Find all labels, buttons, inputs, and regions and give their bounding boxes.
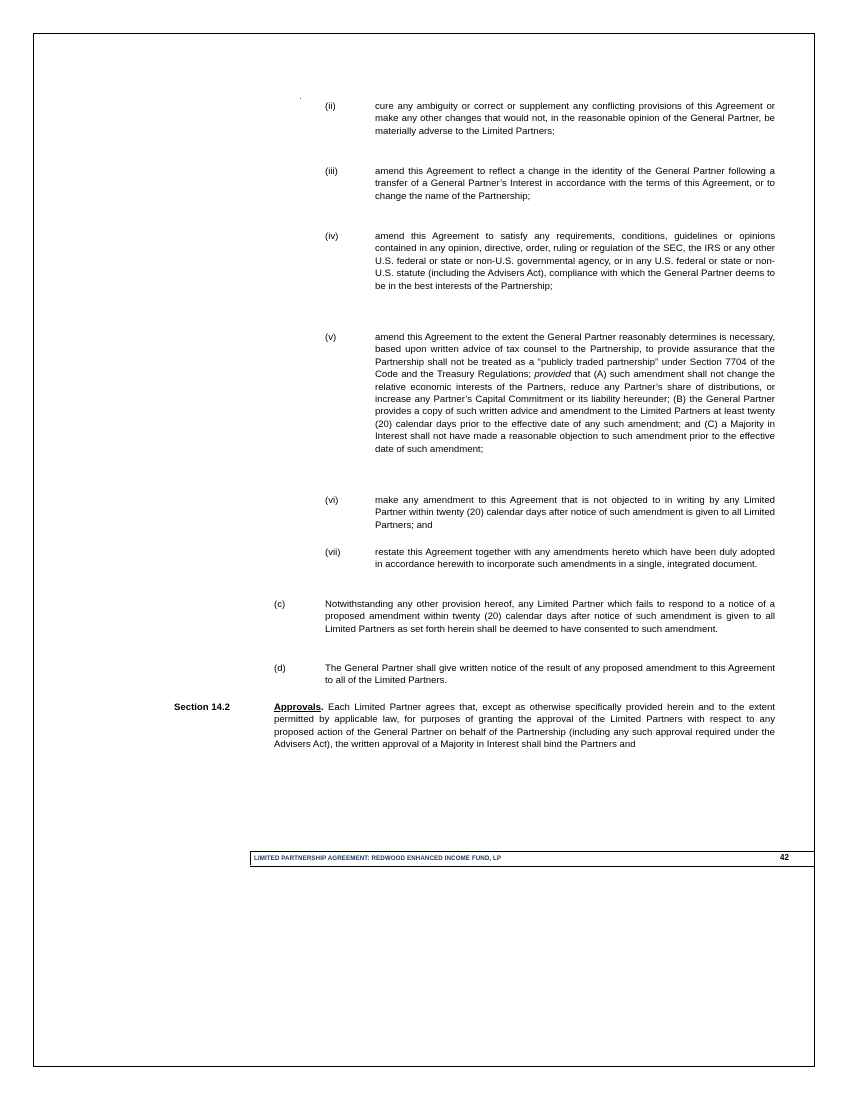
section-number: Section 14.2 [174,702,230,713]
item-label-vii: (vii) [325,547,341,558]
section-heading: Approvals [274,702,321,713]
subsection-label-d: (d) [274,663,286,674]
section-body [274,702,775,752]
item-label-iv: (iv) [325,231,339,242]
section-text: Each Limited Partner agrees that, except as otherwise specifically provided herein and to the extent permitted by applicable law, for purposes of granting the approval of the Limited Partners with respect to any proposed action of the General Partner on behalf of the Partnership (including any such approval required under the Advisers Act), the written approval of a Majority in Interest shall bind the Partners and [274,702,775,751]
item-text-v-proviso: provided [534,369,572,381]
footer-top-rule [250,851,815,852]
item-text-iii: amend this Agreement to reflect a change in the identity of the General Partner following a transfer of a General Partner’s Interest in accordance with the terms of this Agreement, or to change the name of the Partnership; [375,166,775,202]
subsection-text-d: The General Partner shall give written notice of the result of any proposed amendment to this Agreement to all of the Limited Partners. [325,663,775,687]
footer-bottom-rule [250,866,815,867]
item-text-vi: make any amendment to this Agreement that is not objected to in writing by any Limited Partner within twenty (20) calendar days after notice of such amendment is given to all Limited Partners; and [375,495,775,531]
stray-mark [300,98,301,99]
item-text-ii: cure any ambiguity or correct or supplement any conflicting provisions of this Agreement or make any other changes that would not, in the reasonable opinion of the General Partner, be materially adverse to the Limited Partners; [375,101,775,137]
item-text-iv: amend this Agreement to satisfy any requirements, conditions, guidelines or opinions contained in any opinion, directive, order, ruling or regulation of the SEC, the IRS or any other U.S. federal or state or non-U.S. governmental agency, or in any U.S. federal or state or non-U.S. statute (including the Advisers Act), compliance with which the General Partner deems to be in the best interests of the Partnership; [375,231,775,292]
item-text-vii: restate this Agreement together with any amendments hereto which have been duly adopted in accordance herewith to incorporate such amendments in a single, integrated document. [375,547,775,571]
item-text-v-part1: amend this Agreement to the extent the General Partner reasonably determines is necessary, based upon written advice of tax counsel to the Partnership, to provide assurance that the Partnership shall not be treated as a “publicly traded partnership” under Section 7704 of the Code and the Treasury Regulations; [375,332,775,381]
footer-left-rule [250,851,251,865]
subsection-text-c: Notwithstanding any other provision hereof, any Limited Partner which fails to respond to a notice of a proposed amendment within twenty (20) calendar days after notice of such amendment is given to all Limited Partners as set forth herein shall be deemed to have consented to such amendment. [325,599,775,635]
item-label-ii: (ii) [325,101,336,112]
section-heading-period: . [320,702,324,713]
item-text-v [375,332,775,456]
page-number: 42 [780,853,789,862]
item-label-v: (v) [325,332,337,343]
subsection-label-c: (c) [274,599,286,610]
footer-title: LIMITED PARTNERSHIP AGREEMENT: REDWOOD ENHANCED INCOME FUND, LP [254,855,502,862]
item-label-vi: (vi) [325,495,339,506]
item-text-v-part2: that (A) such amendment shall not change the relative economic interests of the Partners, reduce any Partner’s share of distributions, or increase any Partner’s Capital Commitment or its liability hereunder; (B) the General Partner provides a copy of such written advice and amendment to the Limited Partners at least twenty (20) calendar days prior to the effective date of any such amendment; and (C) a Majority in Interest shall not have made a reasonable objection to such amendment prior to the effective date of such amendment; [375,369,775,455]
item-label-iii: (iii) [325,166,338,177]
